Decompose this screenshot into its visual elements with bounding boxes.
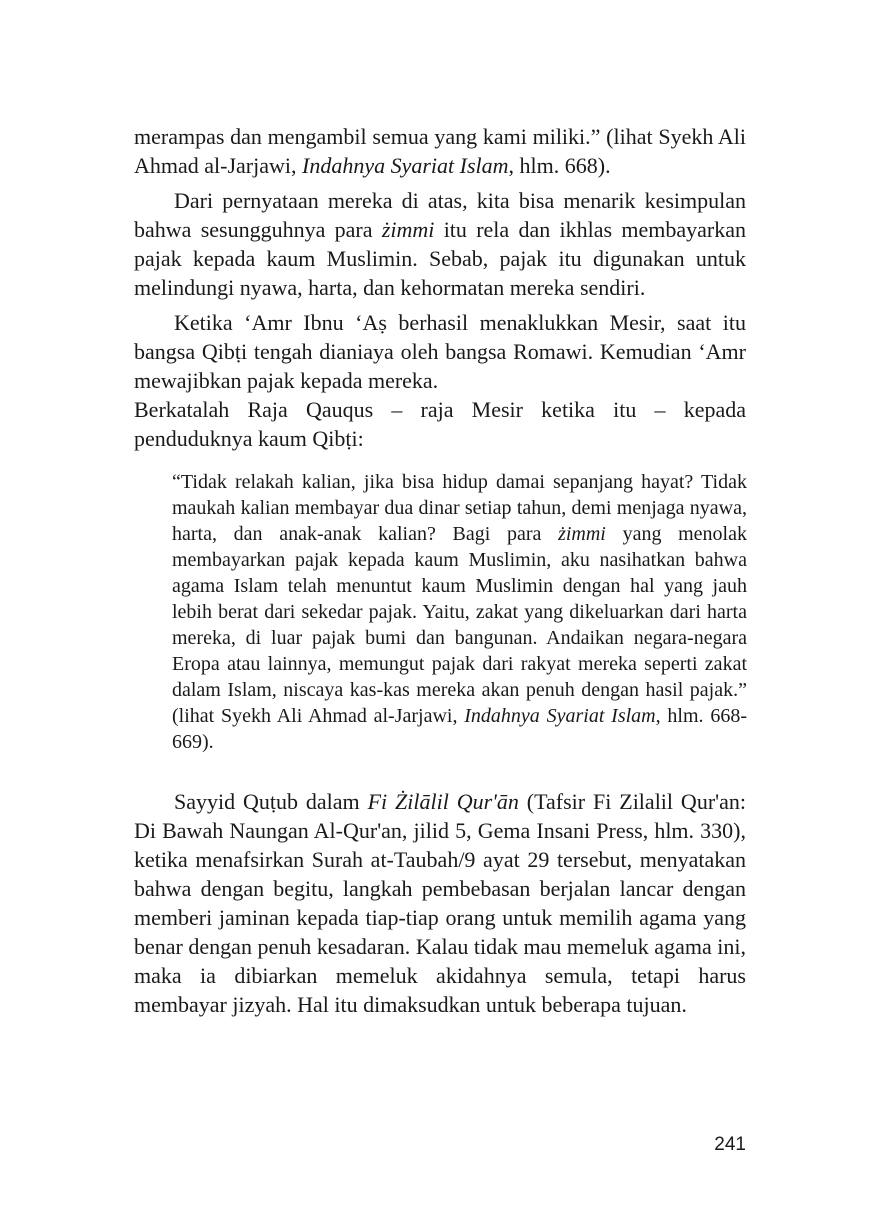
upper-text-block: [134, 122, 746, 453]
citation-page: , hlm. 668).: [508, 153, 611, 178]
block-quote: [172, 469, 747, 755]
book-title: Indahnya Syariat Islam: [464, 705, 656, 727]
term-zimmi: żimmi: [558, 523, 606, 545]
paragraph-text: itu rela dan ikhlas membayarkan pajak kepada kaum Muslimin. Sebab, pajak itu digunakan untuk melindungi nyawa, harta, dan kehormatan mereka sendiri.: [134, 217, 746, 300]
paragraph-sayyid-qutub: [134, 787, 746, 1019]
book-title: Fi Żilālil Qur'ān: [367, 789, 519, 814]
continuation-text: merampas dan mengambil semua yang kami miliki.” (lihat Syekh Ali Ahmad al-Jarjawi,: [134, 124, 746, 178]
book-title: Indahnya Syariat Islam: [302, 153, 509, 178]
term-zimmi: żimmi: [381, 217, 435, 242]
paragraph-text: Berkatalah Raja Qauqus – raja Mesir ketika itu – kepada penduduknya kaum Qibṭi:: [134, 397, 746, 451]
paragraph-amr-egypt: [134, 308, 746, 395]
paragraph-text: Ketika ‘Amr Ibnu ‘Aṣ berhasil menaklukkan Mesir, saat itu bangsa Qibṭi tengah dianiaya oleh bangsa Romawi. Kemudian ‘Amr mewajibkan pajak kepada mereka.: [134, 310, 746, 393]
paragraph-zimmi-conclusion: [134, 186, 746, 302]
quote-paragraph: [172, 469, 747, 755]
paragraph-text: Dari pernyataan mereka di atas, kita bisa menarik kesimpulan bahwa sesungguhnya para: [134, 188, 746, 242]
paragraph-text: (Tafsir Fi Zilalil Qur'an: Di Bawah Naungan Al-Qur'an, jilid 5, Gema Insani Press, hlm. 330), ketika menafsirkan Surah at-Taubah/9 ayat 29 tersebut, menyatakan bahwa dengan begitu, langkah pembebasan berjalan lancar dengan memberi jaminan kepada tiap-tiap orang untuk memilih agama yang benar dengan penuh kesadaran. Kalau tidak mau memeluk agama ini, maka ia dibiarkan memeluk akidahnya semula, tetapi harus membayar jizyah. Hal itu dimaksudkan untuk beberapa tujuan.: [134, 789, 746, 1017]
lower-text-block: [134, 787, 746, 1019]
quote-text: “Tidak relakah kalian, jika bisa hidup damai sepanjang hayat? Tidak maukah kalian membayar dua dinar setiap tahun, demi menjaga nyawa, harta, dan anak-anak kalian? Bagi para: [172, 471, 747, 545]
paragraph-raja-qauqus: [134, 395, 746, 453]
quote-text: yang menolak membayarkan pajak kepada kaum Muslimin, aku nasihatkan bahwa agama Islam telah menuntut kaum Muslimin dengan hal yang jauh lebih berat dari sekedar pajak. Yaitu, zakat yang dikeluarkan dari harta mereka, di luar pajak bumi dan bangunan. Andaikan negara-negara Eropa atau lainnya, memungut pajak dari rakyat mereka seperti zakat dalam Islam, niscaya kas-kas mereka akan penuh dengan hasil pajak.” (lihat Syekh Ali Ahmad al-Jarjawi,: [172, 523, 747, 727]
paragraph-continuation: [134, 122, 746, 180]
page-number: 241: [714, 1134, 746, 1155]
citation-page: , hlm. 668-669).: [172, 705, 747, 753]
paragraph-text: Sayyid Quṭub dalam: [174, 789, 368, 814]
